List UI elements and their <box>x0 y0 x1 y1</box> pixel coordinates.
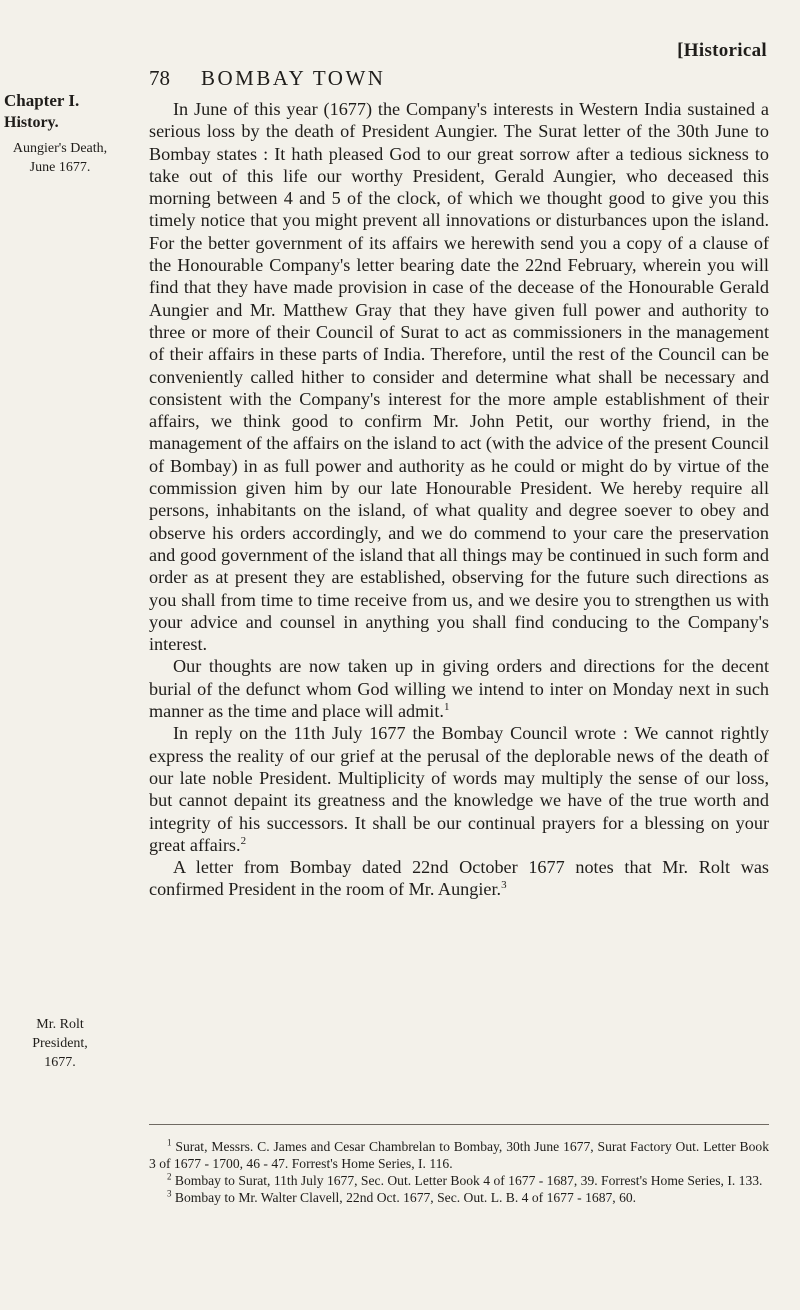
page-number: 78 <box>149 66 170 90</box>
footnote-text: Bombay to Surat, 11th July 1677, Sec. Out. Letter Book 4 of 1677 - 1687, 39. Forrest's Home Series, I. 133. <box>174 1173 763 1188</box>
paragraph <box>149 98 769 655</box>
footnote <box>149 1189 769 1206</box>
footnote-ref[interactable]: 1 <box>443 700 450 713</box>
footnotes <box>149 1138 769 1206</box>
footnote-text: Bombay to Mr. Walter Clavell, 22nd Oct. 1677, Sec. Out. L. B. 4 of 1677 - 1687, 60. <box>174 1190 637 1205</box>
footnote <box>149 1172 769 1189</box>
paragraph-text: In June of this year (1677) the Company's interests in Western India sustained a serious loss by the death of President Aungier. The Surat letter of the 30th June to Bombay states : It hath pleased God to our great sorrow after a tedious sickness to take out of this life our worthy President, Gerald Aungier, who deceased this morning between 4 and 5 of the clock, of which we thought good to give you this timely notice that you might prevent all innovations or disturbances upon the island. For the better government of its affairs we herewith send you a copy of a clause of the Honourable Company's letter bearing date the 22nd February, wherein you will find that they have made provision in case of the decease of the Honourable Gerald Aungier and Mr. Matthew Gray that they have given full power and authority to three or more of their Council of Surat to act as commissioners in the management of their affairs in these parts of India. Therefore, until the rest of the Council can be conveniently called hither to consider and determine what shall be necessary and consistent with the Company's interest for the more ample establishment of their affairs, we think good to confirm Mr. John Petit, our worthy friend, in the management of the affairs on the island to act (with the advice of the present Council of Bombay) in as full power and authority as he could or might do by virtue of the commission given him by our late Honourable President. We hereby require all persons, inhabitants on the island, of what quality and degree soever to obey and observe his orders accordingly, and we do commend to your care the preservation and good government of the island that all things may be continued in such form and order as at present they are established, observing for the future such directions as you shall from time to time receive from us, and we desire you to strengthen us with your advice and counsel in anything you shall find conducing to the Company's interest. <box>149 99 769 655</box>
margin-note-line: Mr. Rolt <box>36 1017 84 1032</box>
footnote-divider <box>149 1124 769 1125</box>
paragraph-text: In reply on the 11th July 1677 the Bombay Council wrote : We cannot rightly express the reality of our grief at the perusal of the deplorable news of the death of our late noble President. Multiplicity of words may multiply the sense of our loss, but cannot depaint its greatness and the knowledge we have of the true worth and integrity of his successors. It shall be our continual prayers for a blessing on your great affairs. <box>149 723 769 855</box>
footnote-number: 2 <box>167 1171 172 1182</box>
margin-chapter: Chapter I. <box>4 91 80 110</box>
paragraph <box>149 722 769 856</box>
footnote-number: 3 <box>167 1188 172 1199</box>
paragraph-text: Our thoughts are now taken up in giving orders and directions for the decent burial of the defunct whom God willing we intend to inter on Monday next in such manner as the time and place will admit. <box>149 656 769 722</box>
footnote-text: Surat, Messrs. C. James and Cesar Chambrelan to Bombay, 30th June 1677, Surat Factory Out. Letter Book 3 of 1677 - 1700, 46 - 47. Forrest's Home Series, I. 116. <box>149 1139 769 1171</box>
running-head: BOMBAY TOWN <box>201 66 386 90</box>
section-tag: [Historical <box>677 40 767 61</box>
footnote <box>149 1138 769 1172</box>
footnote-ref[interactable]: 2 <box>240 834 247 847</box>
margin-note-line: President, <box>32 1036 88 1051</box>
body-text <box>149 98 769 901</box>
paragraph <box>149 655 769 722</box>
margin-note-rolt-president <box>4 1015 116 1072</box>
footnote-ref[interactable]: 3 <box>501 879 507 892</box>
margin-note-line: Aungier's Death, <box>12 141 108 156</box>
margin-note-aungier-death <box>4 139 116 177</box>
margin-note-line: June 1677. <box>29 160 91 175</box>
paragraph <box>149 856 769 901</box>
margin-history: History. <box>4 114 59 131</box>
margin-note-line: 1677. <box>44 1055 76 1070</box>
paragraph-text: A letter from Bombay dated 22nd October 1677 notes that Mr. Rolt was confirmed President in the room of Mr. Aungier. <box>149 857 769 900</box>
footnote-number: 1 <box>167 1137 172 1148</box>
